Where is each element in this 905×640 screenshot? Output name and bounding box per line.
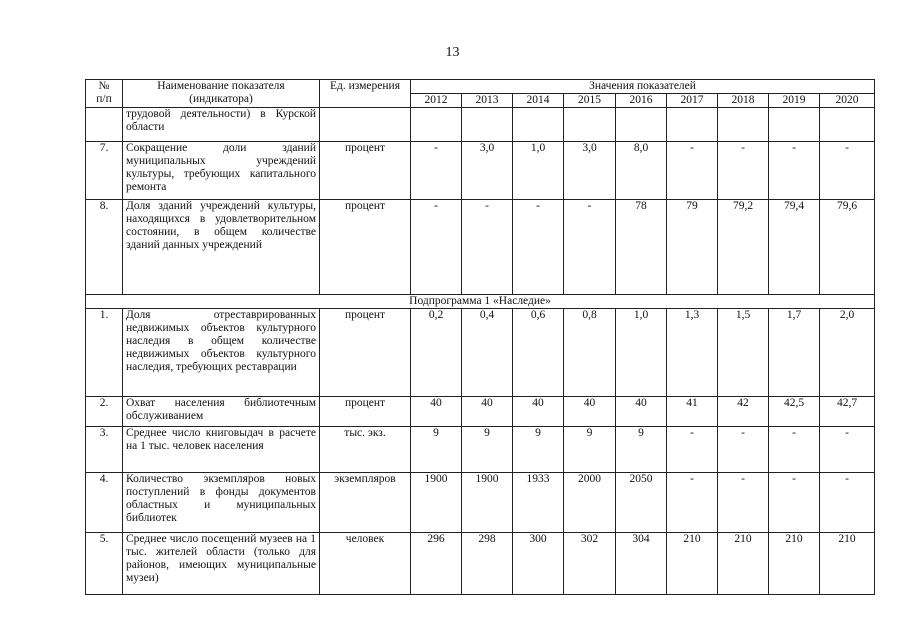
value-cell bbox=[718, 108, 769, 142]
value-cell: 210 bbox=[820, 533, 875, 595]
value-cell: 210 bbox=[769, 533, 820, 595]
subprogram-title: Подпрограмма 1 «Наследие» bbox=[86, 295, 875, 309]
value-cell: 79,4 bbox=[769, 200, 820, 295]
row-number: 3. bbox=[86, 427, 123, 473]
value-cell: 40 bbox=[513, 397, 564, 427]
value-cell: - bbox=[769, 427, 820, 473]
value-cell: 0,6 bbox=[513, 309, 564, 397]
subprogram-row bbox=[86, 295, 875, 309]
value-cell: - bbox=[769, 473, 820, 533]
value-cell bbox=[564, 108, 616, 142]
row-number: 1. bbox=[86, 309, 123, 397]
value-cell bbox=[513, 108, 564, 142]
value-cell: 1900 bbox=[411, 473, 462, 533]
value-cell: - bbox=[667, 142, 718, 200]
value-cell: 79,2 bbox=[718, 200, 769, 295]
value-cell: 9 bbox=[411, 427, 462, 473]
value-cell: 1,5 bbox=[718, 309, 769, 397]
value-cell bbox=[616, 108, 667, 142]
value-cell: 42,5 bbox=[769, 397, 820, 427]
header-unit: Ед. измерения bbox=[320, 80, 411, 108]
indicator-name: Сокращение доли зданий муниципальных учреждений культуры, требующих капитального ремонта bbox=[123, 142, 320, 200]
value-cell: 0,8 bbox=[564, 309, 616, 397]
header-year: 2016 bbox=[616, 94, 667, 108]
table-body-top bbox=[86, 108, 875, 295]
subprogram-section bbox=[86, 295, 875, 309]
table-row bbox=[86, 142, 875, 200]
unit-cell: процент bbox=[320, 142, 411, 200]
header-year: 2020 bbox=[820, 94, 875, 108]
table-body-subprogram bbox=[86, 309, 875, 595]
table-row bbox=[86, 108, 875, 142]
value-cell: 9 bbox=[564, 427, 616, 473]
header-year: 2014 bbox=[513, 94, 564, 108]
value-cell: 41 bbox=[667, 397, 718, 427]
value-cell: 3,0 bbox=[462, 142, 513, 200]
value-cell: 304 bbox=[616, 533, 667, 595]
value-cell: - bbox=[820, 427, 875, 473]
row-number bbox=[86, 108, 123, 142]
header-num: № п/п bbox=[86, 80, 123, 108]
unit-cell: процент bbox=[320, 309, 411, 397]
value-cell: 302 bbox=[564, 533, 616, 595]
indicator-name: Доля зданий учреждений культуры, находящихся в удовлетворительном состоянии, в общем количестве зданий данных учреждений bbox=[123, 200, 320, 295]
row-number: 2. bbox=[86, 397, 123, 427]
indicator-name: Среднее число книговыдач в расчете на 1 тыс. человек населения bbox=[123, 427, 320, 473]
page-number: 13 bbox=[445, 45, 460, 60]
value-cell: 78 bbox=[616, 200, 667, 295]
header-name: Наименование показателя (индикатора) bbox=[123, 80, 320, 108]
unit-cell: тыс. экз. bbox=[320, 427, 411, 473]
value-cell: 300 bbox=[513, 533, 564, 595]
value-cell: 1933 bbox=[513, 473, 564, 533]
table-row bbox=[86, 397, 875, 427]
value-cell: - bbox=[564, 200, 616, 295]
value-cell: 9 bbox=[513, 427, 564, 473]
unit-cell: процент bbox=[320, 200, 411, 295]
value-cell: 0,4 bbox=[462, 309, 513, 397]
header-year: 2018 bbox=[718, 94, 769, 108]
unit-cell bbox=[320, 108, 411, 142]
header-year: 2013 bbox=[462, 94, 513, 108]
indicator-name: трудовой деятельности) в Курской области bbox=[123, 108, 320, 142]
header-year: 2015 bbox=[564, 94, 616, 108]
value-cell bbox=[820, 108, 875, 142]
value-cell: 42,7 bbox=[820, 397, 875, 427]
value-cell bbox=[667, 108, 718, 142]
value-cell: - bbox=[718, 427, 769, 473]
value-cell: - bbox=[462, 200, 513, 295]
value-cell: 40 bbox=[411, 397, 462, 427]
value-cell: 210 bbox=[667, 533, 718, 595]
value-cell: - bbox=[411, 200, 462, 295]
row-number: 5. bbox=[86, 533, 123, 595]
value-cell: 1,7 bbox=[769, 309, 820, 397]
header-year: 2019 bbox=[769, 94, 820, 108]
value-cell: 42 bbox=[718, 397, 769, 427]
value-cell bbox=[462, 108, 513, 142]
value-cell: 0,2 bbox=[411, 309, 462, 397]
indicator-name: Охват населения библиотечным обслуживанием bbox=[123, 397, 320, 427]
value-cell: 79,6 bbox=[820, 200, 875, 295]
value-cell: - bbox=[718, 473, 769, 533]
value-cell: - bbox=[718, 142, 769, 200]
value-cell: - bbox=[667, 427, 718, 473]
indicator-name: Среднее число посещений музеев на 1 тыс. жителей области (только для районов, имеющих муниципальные музеи) bbox=[123, 533, 320, 595]
value-cell: - bbox=[411, 142, 462, 200]
unit-cell: человек bbox=[320, 533, 411, 595]
indicator-name: Количество экземпляров новых поступлений в фонды документов областных и муниципальных библиотек bbox=[123, 473, 320, 533]
value-cell: - bbox=[513, 200, 564, 295]
value-cell bbox=[769, 108, 820, 142]
table-row bbox=[86, 533, 875, 595]
row-number: 7. bbox=[86, 142, 123, 200]
header-year: 2012 bbox=[411, 94, 462, 108]
row-number: 4. bbox=[86, 473, 123, 533]
unit-cell: экземпляров bbox=[320, 473, 411, 533]
value-cell: 40 bbox=[616, 397, 667, 427]
value-cell: - bbox=[820, 142, 875, 200]
value-cell: 3,0 bbox=[564, 142, 616, 200]
value-cell: 296 bbox=[411, 533, 462, 595]
table-row bbox=[86, 309, 875, 397]
value-cell: 9 bbox=[616, 427, 667, 473]
value-cell: 2050 bbox=[616, 473, 667, 533]
value-cell: - bbox=[667, 473, 718, 533]
row-number: 8. bbox=[86, 200, 123, 295]
indicator-name: Доля отреставрированных недвижимых объектов культурного наследия в общем количестве недвижимых объектов культурного наследия, требующих реставрации bbox=[123, 309, 320, 397]
table-row bbox=[86, 473, 875, 533]
value-cell bbox=[411, 108, 462, 142]
value-cell: 9 bbox=[462, 427, 513, 473]
value-cell: 298 bbox=[462, 533, 513, 595]
value-cell: 40 bbox=[462, 397, 513, 427]
value-cell: 1,3 bbox=[667, 309, 718, 397]
header-year: 2017 bbox=[667, 94, 718, 108]
value-cell: 40 bbox=[564, 397, 616, 427]
value-cell: 2,0 bbox=[820, 309, 875, 397]
value-cell: - bbox=[820, 473, 875, 533]
value-cell: 1,0 bbox=[513, 142, 564, 200]
unit-cell: процент bbox=[320, 397, 411, 427]
value-cell: 1,0 bbox=[616, 309, 667, 397]
value-cell: 210 bbox=[718, 533, 769, 595]
value-cell: 1900 bbox=[462, 473, 513, 533]
value-cell: - bbox=[769, 142, 820, 200]
table-row bbox=[86, 427, 875, 473]
table-header bbox=[86, 80, 875, 108]
value-cell: 8,0 bbox=[616, 142, 667, 200]
value-cell: 79 bbox=[667, 200, 718, 295]
table-row bbox=[86, 200, 875, 295]
header-values-title: Значения показателей bbox=[411, 80, 875, 94]
indicators-table bbox=[85, 79, 875, 595]
value-cell: 2000 bbox=[564, 473, 616, 533]
